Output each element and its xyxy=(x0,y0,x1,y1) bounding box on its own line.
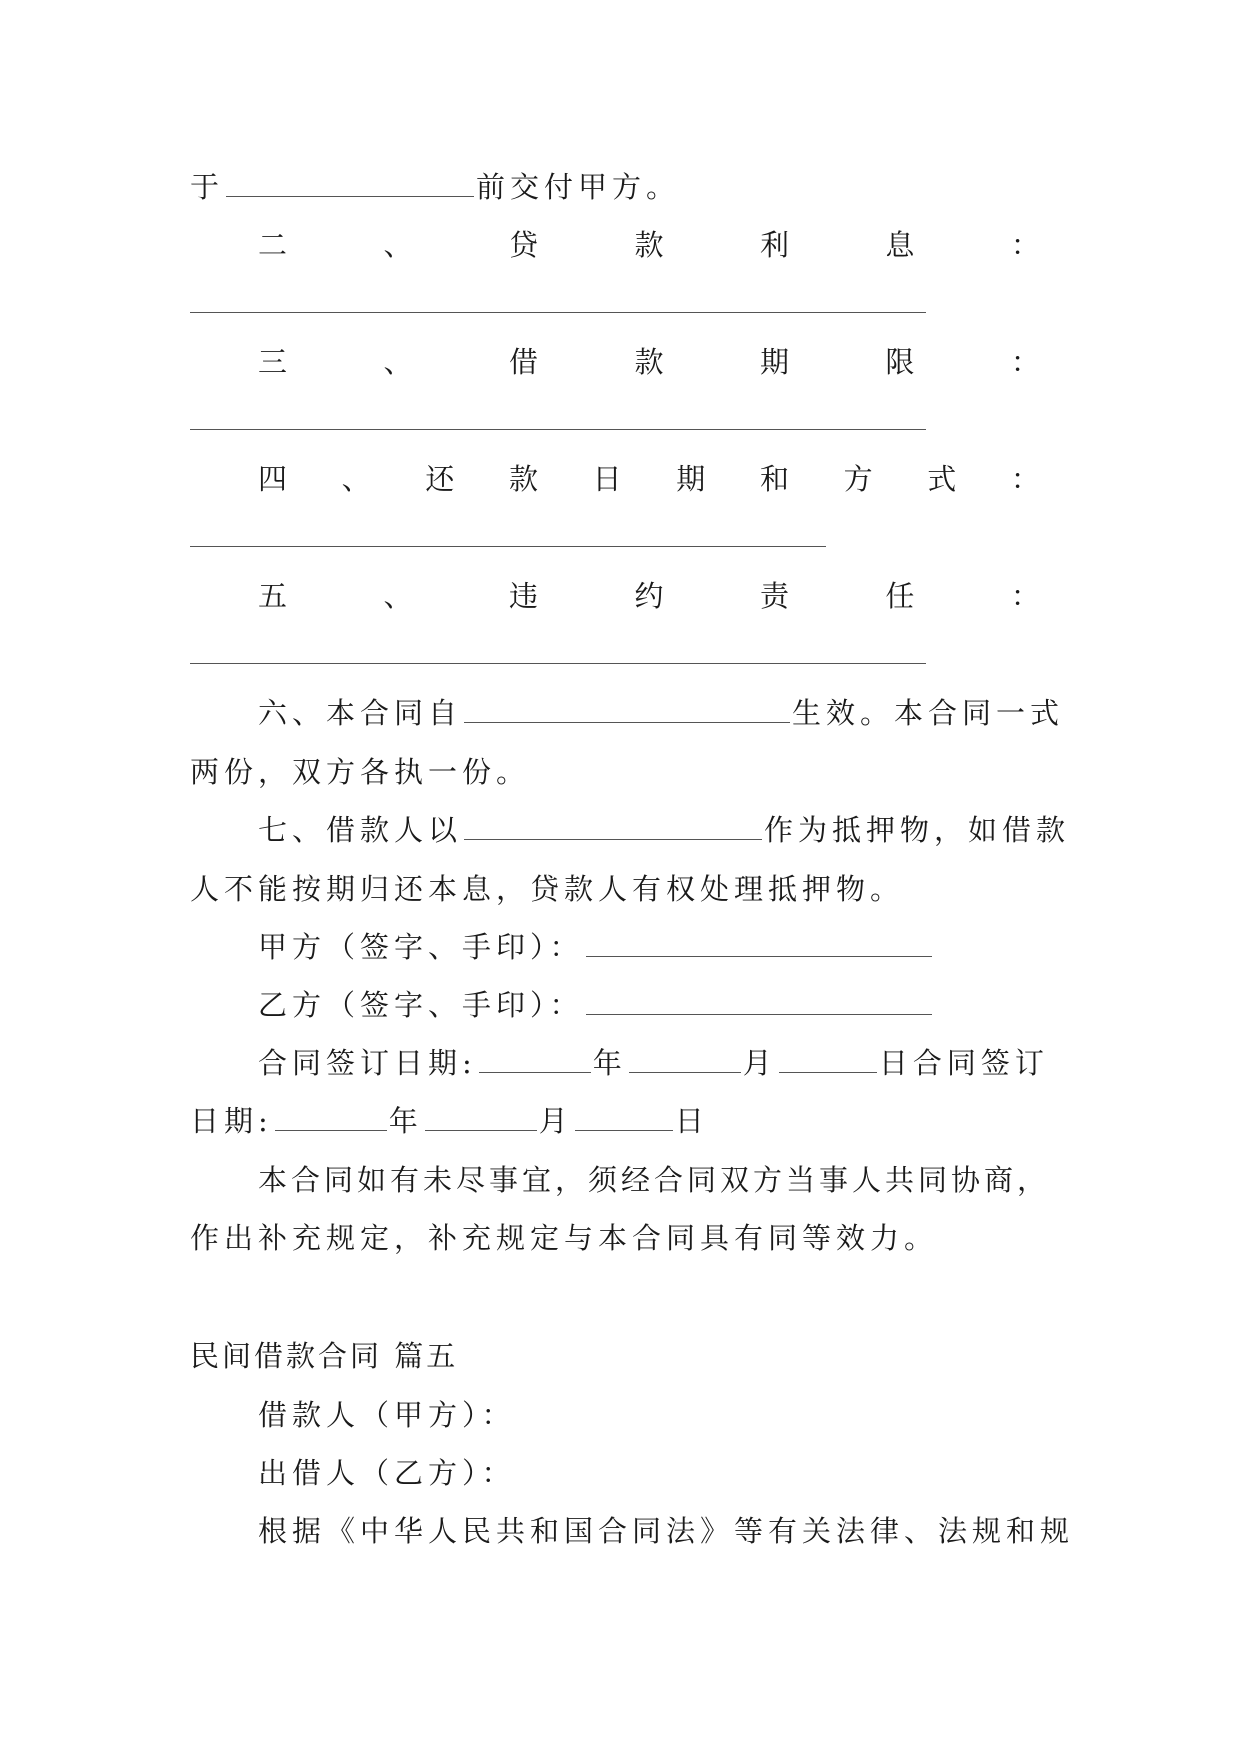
char: 借 xyxy=(508,345,538,379)
char: 责 xyxy=(759,579,789,613)
blank-line xyxy=(464,811,762,840)
item-2-heading xyxy=(258,225,1040,265)
signing-date-line-2 xyxy=(190,1101,1060,1141)
char: 还 xyxy=(425,462,455,496)
blank-line xyxy=(586,986,932,1015)
supplement-line-1: 本合同如有未尽事宜，须经合同双方当事人共同协商， xyxy=(258,1163,1051,1197)
char: 违 xyxy=(508,579,538,613)
char: ： xyxy=(1010,462,1040,496)
char: 息 xyxy=(885,228,915,262)
text-fragment: 前交付甲方。 xyxy=(476,170,681,204)
char: 三 xyxy=(258,345,288,379)
borrower-line: 借款人（甲方）： xyxy=(258,1398,516,1432)
blank-line xyxy=(190,546,826,547)
char: 和 xyxy=(759,462,789,496)
blank-line xyxy=(275,1102,387,1131)
char: 款 xyxy=(508,462,538,496)
char: 款 xyxy=(634,228,664,262)
text-fragment: 日 xyxy=(674,1104,709,1138)
supplement-line-2: 作出补充规定，补充规定与本合同具有同等效力。 xyxy=(190,1221,939,1255)
char: 、 xyxy=(341,462,371,496)
blank-line xyxy=(629,1044,741,1073)
text-fragment: 月 xyxy=(742,1046,777,1080)
blank-line xyxy=(226,168,474,197)
blank-line xyxy=(586,928,932,957)
text-fragment: 甲方（签字、手印）： xyxy=(258,930,584,964)
blank-line xyxy=(425,1102,537,1131)
basis-line: 根据《中华人民共和国合同法》等有关法律、法规和规 xyxy=(258,1514,1075,1548)
blank-line xyxy=(779,1044,877,1073)
item-4-heading xyxy=(258,459,1040,499)
text-fragment: 日合同签订 xyxy=(878,1046,1049,1080)
party-b-signature-line xyxy=(258,985,1060,1025)
item-7-continuation: 人不能按期归还本息，贷款人有权处理抵押物。 xyxy=(190,872,905,906)
char: 约 xyxy=(634,579,664,613)
text-fragment: 年 xyxy=(592,1046,627,1080)
item-5-heading xyxy=(258,576,1040,616)
item-6-continuation: 两份，双方各执一份。 xyxy=(190,755,531,789)
char: 四 xyxy=(258,462,288,496)
char: 限 xyxy=(885,345,915,379)
char: 、 xyxy=(383,579,413,613)
text-fragment: 日期: xyxy=(190,1104,273,1138)
char: ： xyxy=(1010,345,1040,379)
text-fragment: 年 xyxy=(388,1104,423,1138)
text-fragment: 六、本合同自 xyxy=(258,696,463,730)
text-line-1 xyxy=(190,167,1060,207)
char: 二 xyxy=(258,228,288,262)
char: 、 xyxy=(383,228,413,262)
text-fragment: 生效。本合同一式 xyxy=(792,696,1065,730)
item-3-heading xyxy=(258,342,1040,382)
char: 方 xyxy=(843,462,873,496)
blank-line xyxy=(464,694,790,723)
text-fragment: 于 xyxy=(190,170,225,204)
char: 五 xyxy=(258,579,288,613)
blank-line xyxy=(190,429,926,430)
signing-date-line xyxy=(258,1043,1060,1083)
item-6-line xyxy=(258,693,1065,733)
blank-line xyxy=(479,1044,591,1073)
char: 日 xyxy=(592,462,622,496)
item-7-line xyxy=(258,810,1071,850)
char: 款 xyxy=(634,345,664,379)
char: 利 xyxy=(759,228,789,262)
blank-line xyxy=(575,1102,673,1131)
blank-line xyxy=(190,663,926,664)
section-title: 民间借款合同 篇五 xyxy=(190,1339,459,1373)
char: 式 xyxy=(927,462,957,496)
lender-line: 出借人（乙方）： xyxy=(258,1456,516,1490)
char: ： xyxy=(1010,579,1040,613)
text-fragment: 月 xyxy=(538,1104,573,1138)
blank-line xyxy=(190,312,926,313)
party-a-signature-line xyxy=(258,927,1060,967)
char: 任 xyxy=(885,579,915,613)
char: ： xyxy=(1010,228,1040,262)
text-fragment: 乙方（签字、手印）： xyxy=(258,988,584,1022)
text-fragment: 作为抵押物，如借款 xyxy=(764,813,1071,847)
char: 贷 xyxy=(508,228,538,262)
text-fragment: 合同签订日期: xyxy=(258,1046,477,1080)
text-fragment: 七、借款人以 xyxy=(258,813,463,847)
char: 期 xyxy=(676,462,706,496)
char: 、 xyxy=(383,345,413,379)
char: 期 xyxy=(759,345,789,379)
